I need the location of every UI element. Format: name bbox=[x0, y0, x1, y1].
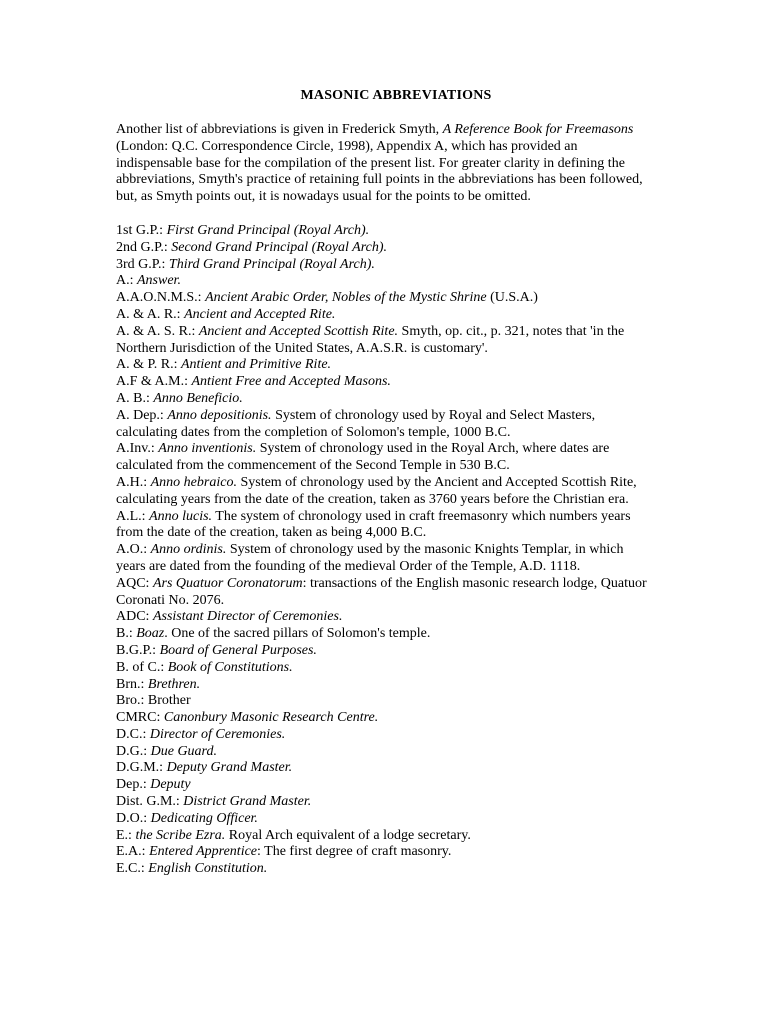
abbreviation-term: Book of Constitutions. bbox=[167, 659, 293, 675]
abbreviation-entry bbox=[116, 509, 656, 543]
abbreviation: 1st G.P.: bbox=[116, 222, 167, 238]
abbreviation-entry bbox=[116, 693, 656, 710]
abbreviation-entry bbox=[116, 223, 656, 240]
intro-text-2: (London: Q.C. Correspondence Circle, 1998), Appendix A, which has provided an indispensable base for the compilation of the present list. For greater clarity in defining the abbreviations, Smyth's practice of retaining full points in the abbreviations has been followed, but, as Smyth points out, it is nowadays usual for the points to be omitted. bbox=[116, 138, 643, 205]
abbreviation-term: Anno Beneficio. bbox=[153, 390, 243, 406]
abbreviation: A. & A. R.: bbox=[116, 306, 185, 322]
abbreviation-term: Anno inventionis. bbox=[158, 441, 257, 457]
abbreviation-term: Brethren. bbox=[147, 676, 201, 692]
abbreviation-description: System of chronology used in the Royal Arch, where dates are calculated from the commencement of the Second Temple in 530 B.C. bbox=[116, 441, 610, 474]
intro-book-title: A Reference Book for Freemasons bbox=[442, 122, 634, 137]
abbreviation: D.G.: bbox=[116, 743, 151, 759]
abbreviation-entry bbox=[116, 441, 656, 475]
abbreviation-entry bbox=[116, 643, 656, 660]
abbreviation: A. & A. S. R.: bbox=[116, 323, 199, 339]
abbreviation-term: Canonbury Masonic Research Centre. bbox=[163, 710, 379, 726]
document-title: MASONIC ABBREVIATIONS bbox=[300, 88, 492, 103]
abbreviation-description: The system of chronology used in craft freemasonry which numbers years from the date of the creation, taken as being 4,000 B.C. bbox=[116, 508, 631, 541]
abbreviation-description: System of chronology used by the Ancient and Accepted Scottish Rite, calculating years from the date of the creation, taken as 3760 years before the Christian era. bbox=[116, 474, 637, 507]
abbreviation-term: Third Grand Principal (Royal Arch). bbox=[168, 256, 375, 272]
abbreviation-entry bbox=[116, 357, 656, 374]
abbreviation-term: Boaz bbox=[136, 626, 165, 642]
abbreviation: Dep.: bbox=[116, 777, 151, 793]
abbreviation-term: Board of General Purposes. bbox=[159, 642, 317, 658]
abbreviation-entry bbox=[116, 576, 656, 610]
abbreviation-description: . One of the sacred pillars of Solomon's temple. bbox=[164, 626, 431, 642]
abbreviation-entry bbox=[116, 861, 656, 878]
abbreviation-term: Due Guard. bbox=[150, 743, 217, 759]
abbreviation-description: Royal Arch equivalent of a lodge secretary. bbox=[225, 827, 471, 843]
abbreviation-term: Answer. bbox=[137, 273, 181, 289]
abbreviation-term: Director of Ceremonies. bbox=[149, 726, 286, 742]
abbreviation-term: District Grand Master. bbox=[183, 794, 312, 810]
abbreviation-entry bbox=[116, 324, 656, 358]
abbreviation: A.L.: bbox=[116, 508, 150, 524]
abbreviation: ADC: bbox=[116, 609, 153, 625]
abbreviation: AQC: bbox=[116, 575, 153, 591]
abbreviation: A.F & A.M.: bbox=[116, 374, 192, 390]
abbreviation-term: Ars Quatuor Coronatorum bbox=[152, 575, 303, 591]
abbreviation: A. Dep.: bbox=[116, 407, 168, 423]
abbreviation-entry bbox=[116, 307, 656, 324]
abbreviation-description: System of chronology used by Royal and Select Masters, calculating dates from the completion of Solomon's temple, 1000 B.C. bbox=[116, 407, 596, 440]
abbreviation-entry bbox=[116, 257, 656, 274]
abbreviation-term: English Constitution. bbox=[148, 861, 268, 877]
abbreviation-term: Second Grand Principal (Royal Arch). bbox=[171, 239, 388, 255]
abbreviation-entry bbox=[116, 844, 656, 861]
abbreviation-term: Ancient and Accepted Rite. bbox=[184, 306, 336, 322]
abbreviation-list bbox=[116, 223, 656, 878]
abbreviation-entry bbox=[116, 408, 656, 442]
intro-paragraph bbox=[116, 122, 656, 206]
abbreviation-term: Antient and Primitive Rite. bbox=[180, 357, 332, 373]
abbreviation-description: : The first degree of craft masonry. bbox=[257, 844, 452, 860]
abbreviation: Dist. G.M.: bbox=[116, 794, 184, 810]
abbreviation: E.A.: bbox=[116, 844, 150, 860]
abbreviation: Bro.: Brother bbox=[116, 693, 191, 709]
abbreviation-entry bbox=[116, 273, 656, 290]
abbreviation-term: Anno ordinis. bbox=[150, 542, 227, 558]
document-page bbox=[116, 88, 656, 878]
abbreviation-term: Assistant Director of Ceremonies. bbox=[152, 609, 343, 625]
abbreviation-term: Deputy Grand Master. bbox=[166, 760, 293, 776]
abbreviation-entry bbox=[116, 677, 656, 694]
abbreviation-term: Ancient and Accepted Scottish Rite. bbox=[198, 323, 399, 339]
abbreviation-entry bbox=[116, 626, 656, 643]
abbreviation-entry bbox=[116, 828, 656, 845]
abbreviation-entry bbox=[116, 374, 656, 391]
abbreviation-entry bbox=[116, 290, 656, 307]
abbreviation: E.C.: bbox=[116, 861, 149, 877]
abbreviation-entry bbox=[116, 777, 656, 794]
abbreviation-term: Antient Free and Accepted Masons. bbox=[191, 374, 391, 390]
abbreviation-entry bbox=[116, 794, 656, 811]
abbreviation: D.G.M.: bbox=[116, 760, 167, 776]
abbreviation-entry bbox=[116, 660, 656, 677]
abbreviation-description: Smyth, op. cit., p. 321, notes that 'in the Northern Jurisdiction of the United States, A.A.S.R. is customary'. bbox=[116, 323, 625, 356]
abbreviation-term: First Grand Principal (Royal Arch). bbox=[166, 222, 370, 238]
abbreviation-description: System of chronology used by the masonic Knights Templar, in which years are dated from the founding of the medieval Order of the Temple, A.D. 1118. bbox=[116, 542, 624, 574]
abbreviation: D.O.: bbox=[116, 810, 151, 826]
abbreviation-entry bbox=[116, 542, 656, 576]
abbreviation: B.: bbox=[116, 626, 137, 642]
abbreviation: E.: bbox=[116, 827, 136, 843]
abbreviation: A.H.: bbox=[116, 474, 151, 490]
abbreviation: B.G.P.: bbox=[116, 642, 160, 658]
abbreviation: A.Inv.: bbox=[116, 441, 159, 457]
abbreviation-entry bbox=[116, 710, 656, 727]
abbreviation-term: Ancient Arabic Order, Nobles of the Mystic Shrine bbox=[205, 290, 487, 306]
abbreviation-entry bbox=[116, 609, 656, 626]
abbreviation-term: Dedicating Officer. bbox=[150, 810, 258, 826]
abbreviation: 2nd G.P.: bbox=[116, 239, 172, 255]
abbreviation-entry bbox=[116, 744, 656, 761]
abbreviation-description: (U.S.A.) bbox=[486, 290, 538, 306]
abbreviation: B. of C.: bbox=[116, 659, 168, 675]
abbreviation: A. & P. R.: bbox=[116, 357, 181, 373]
abbreviation: A. B.: bbox=[116, 390, 154, 406]
abbreviation: A.O.: bbox=[116, 542, 151, 558]
abbreviation-description: : transactions of the English masonic research lodge, Quatuor Coronati No. 2076. bbox=[116, 575, 647, 608]
abbreviation-term: Entered Apprentice bbox=[149, 844, 258, 860]
abbreviation-term: Anno hebraico. bbox=[150, 474, 237, 490]
abbreviation: D.C.: bbox=[116, 726, 150, 742]
abbreviation: A.: bbox=[116, 273, 137, 289]
abbreviation-entry bbox=[116, 811, 656, 828]
abbreviation-entry bbox=[116, 475, 656, 509]
abbreviation-term: Anno depositionis. bbox=[167, 407, 272, 423]
abbreviation: Brn.: bbox=[116, 676, 148, 692]
abbreviation: A.A.O.N.M.S.: bbox=[116, 290, 206, 306]
abbreviation-term: Deputy bbox=[150, 777, 191, 793]
abbreviation-entry bbox=[116, 760, 656, 777]
abbreviation-term: Anno lucis. bbox=[149, 508, 213, 524]
intro-text-1: Another list of abbreviations is given in Frederick Smyth, bbox=[116, 122, 443, 137]
abbreviation-term: the Scribe Ezra. bbox=[135, 827, 226, 843]
abbreviation-entry bbox=[116, 391, 656, 408]
abbreviation-entry bbox=[116, 240, 656, 257]
abbreviation: CMRC: bbox=[116, 710, 164, 726]
abbreviation: 3rd G.P.: bbox=[116, 256, 169, 272]
abbreviation-entry bbox=[116, 727, 656, 744]
